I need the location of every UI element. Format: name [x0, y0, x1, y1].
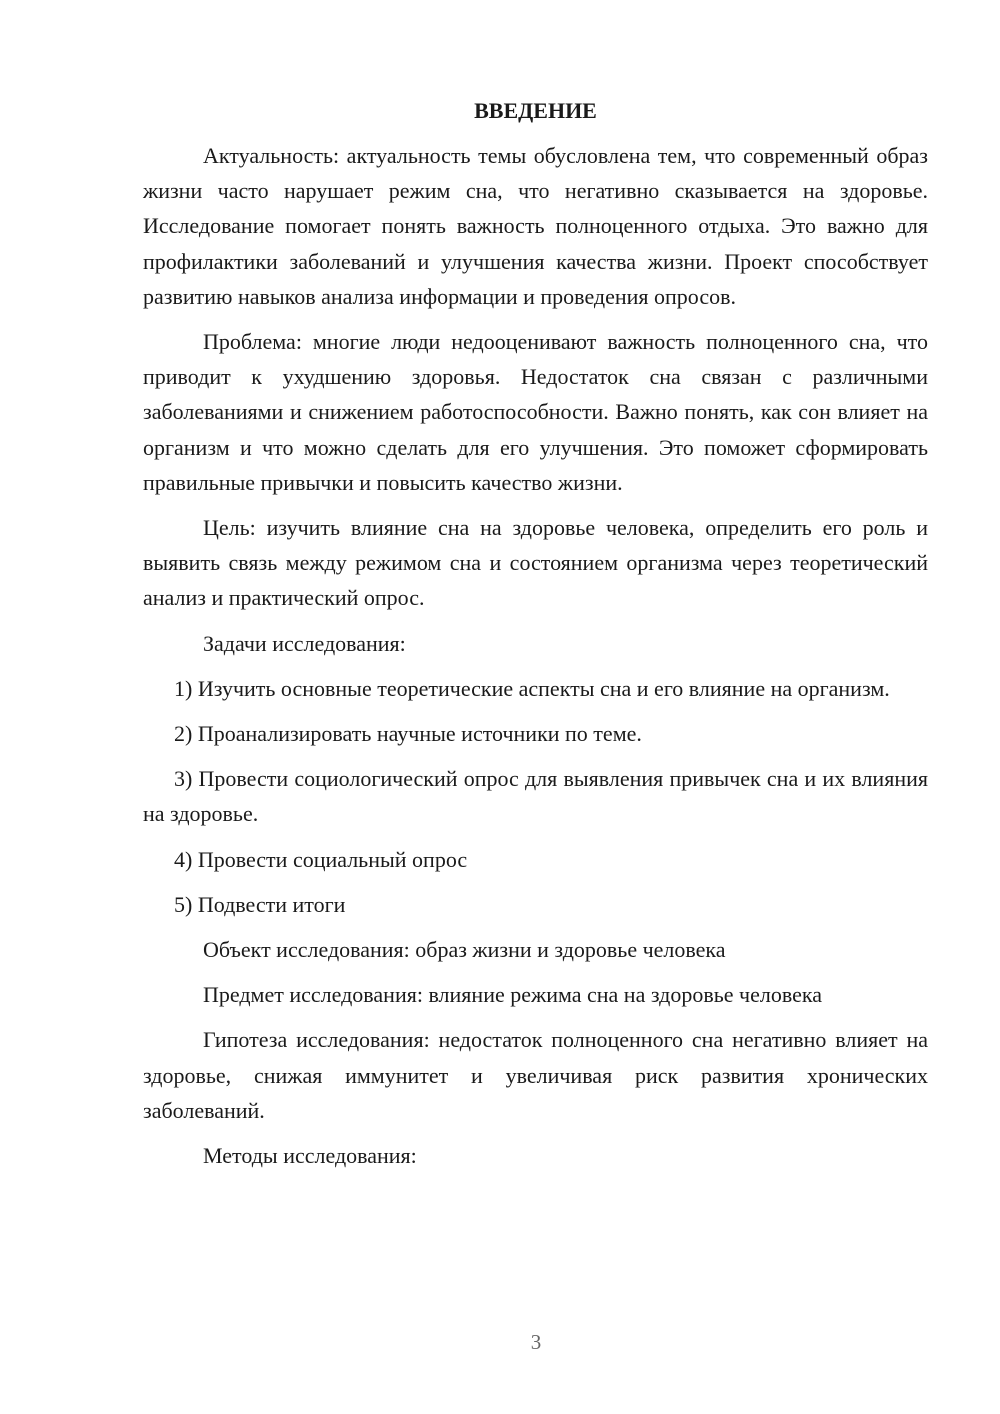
tasks-heading: Задачи исследования: — [203, 630, 406, 656]
page-number: 3 — [530, 1330, 542, 1354]
methods-heading: Методы исследования: — [203, 1143, 417, 1169]
list-item: 2) Проанализировать научные источники по теме. — [174, 721, 642, 747]
paragraph-relevance: Актуальность: актуальность темы обусловлена тем, что современный образ жизни часто нарушает режим сна, что негативно сказывается на здоровье. Исследование помогает понять важность полноценного отдыха. Это важно для профилактики заболеваний и улучшения качества жизни. Проект способствует развитию навыков анализа информации и проведения опросов. — [143, 143, 928, 309]
list-item: 5) Подвести итоги — [174, 891, 346, 917]
page-content — [143, 96, 928, 1173]
list-item: 1) Изучить основные теоретические аспекты сна и его влияние на организм. — [174, 675, 890, 701]
tasks-list — [143, 671, 928, 922]
paragraph-goal: Цель: изучить влияние сна на здоровье человека, определить его роль и выявить связь между режимом сна и состоянием организма через теоретический анализ и практический опрос. — [143, 515, 928, 611]
page-title: ВВЕДЕНИЕ — [474, 98, 597, 123]
list-item: 4) Провести социальный опрос — [174, 846, 468, 872]
paragraph-object: Объект исследования: образ жизни и здоровье человека — [203, 937, 726, 963]
paragraph-subject: Предмет исследования: влияние режима сна на здоровье человека — [203, 982, 822, 1008]
paragraph-problem: Проблема: многие люди недооценивают важность полноценного сна, что приводит к ухудшению здоровья. Недостаток сна связан с различными заболеваниями и снижением работоспособности. Важно понять, как сон влияет на организм и что можно сделать для его улучшения. Это поможет сформировать правильные привычки и повысить качество жизни. — [143, 329, 928, 495]
paragraph-hypothesis: Гипотеза исследования: недостаток полноценного сна негативно влияет на здоровье, снижая иммунитет и увеличивая риск развития хронических заболеваний. — [143, 1027, 928, 1123]
list-item: 3) Провести социологический опрос для выявления привычек сна и их влияния на здоровье. — [143, 766, 928, 827]
